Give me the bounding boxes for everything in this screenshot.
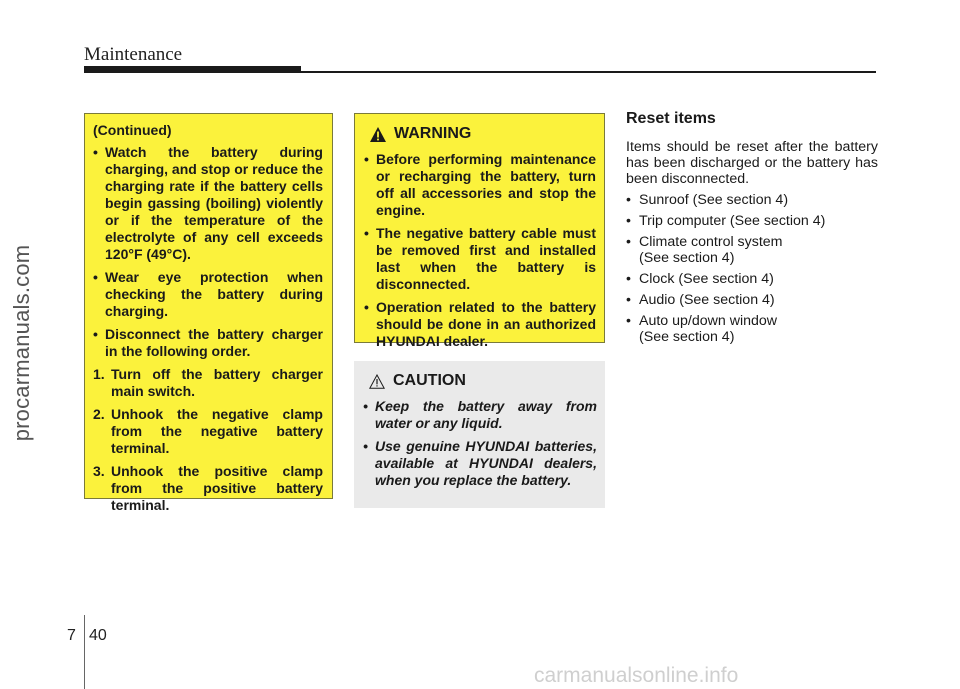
caution-heading [369, 372, 597, 390]
list-item [626, 313, 878, 345]
chapter-number: 7 [67, 627, 76, 644]
list-item-label: Sunroof (See section 4) [639, 192, 789, 208]
list-item: • Keep the battery away from water or any liquid. [363, 398, 597, 432]
list-item: • Wear eye protection when checking the battery during charging. [93, 269, 323, 320]
side-watermark: procarmanuals.com [9, 244, 34, 442]
list-item: • Watch the battery during charging, and stop or reduce the charging rate if the battery cells begin gassing (boiling) violently or if the temperature of the electrolyte of any cell exceeds 120°F (49°C). [93, 144, 323, 263]
caution-box [354, 361, 605, 508]
continued-label: (Continued) [93, 122, 172, 138]
reset-items-list [626, 192, 878, 345]
list-item-sub: (See section 4) [639, 329, 735, 345]
list-item: 2. Unhook the negative clamp from the negative battery terminal. [93, 406, 323, 457]
list-item [626, 271, 878, 287]
continued-bullet-list [93, 144, 323, 360]
list-item [626, 292, 878, 308]
list-item-label: Audio (See section 4) [639, 292, 775, 308]
list-item-label: Auto up/down window [639, 313, 778, 329]
list-item-label: Trip computer (See section 4) [639, 213, 826, 229]
list-item-label: Clock (See section 4) [639, 271, 774, 287]
list-item: • The negative battery cable must be removed first and installed last when the battery is disconnected. [364, 225, 596, 293]
warning-title: WARNING [394, 125, 472, 142]
bottom-watermark: carmanualsonline.info [534, 664, 739, 687]
caution-bullet-list [363, 398, 597, 489]
reset-items-heading: Reset items [626, 110, 716, 127]
list-item: 3. Unhook the positive clamp from the positive battery terminal. [93, 463, 323, 514]
header-rule [84, 71, 876, 73]
list-item: 1. Turn off the battery charger main switch. [93, 366, 323, 400]
page-number: 40 [89, 627, 107, 644]
disconnect-steps-list [93, 366, 323, 514]
footer-divider [84, 615, 85, 689]
list-item-sub: (See section 4) [639, 250, 735, 266]
caution-title: CAUTION [393, 372, 466, 389]
caution-triangle-icon [369, 374, 385, 389]
reset-items-section [626, 110, 878, 350]
list-item: • Before performing maintenance or recharging the battery, turn off all accessories and stop the engine. [364, 151, 596, 219]
list-item-label: Climate control system [639, 234, 783, 250]
warning-triangle-icon [370, 127, 386, 142]
list-item: • Disconnect the battery charger in the following order. [93, 326, 323, 360]
reset-items-intro: Items should be reset after the battery has been discharged or the battery has been disconnected. [626, 139, 878, 187]
list-item: • Use genuine HYUNDAI batteries, available at HYUNDAI dealers, when you replace the battery. [363, 438, 597, 489]
list-item [626, 213, 878, 229]
continued-warning-box [84, 113, 333, 513]
warning-heading [370, 125, 596, 143]
list-item [626, 234, 878, 266]
page-header-title: Maintenance [84, 44, 183, 65]
list-item: • Operation related to the battery should be done in an authorized HYUNDAI dealer. [364, 299, 596, 350]
list-item [626, 192, 878, 208]
warning-box [354, 113, 605, 349]
warning-bullet-list [364, 151, 596, 350]
